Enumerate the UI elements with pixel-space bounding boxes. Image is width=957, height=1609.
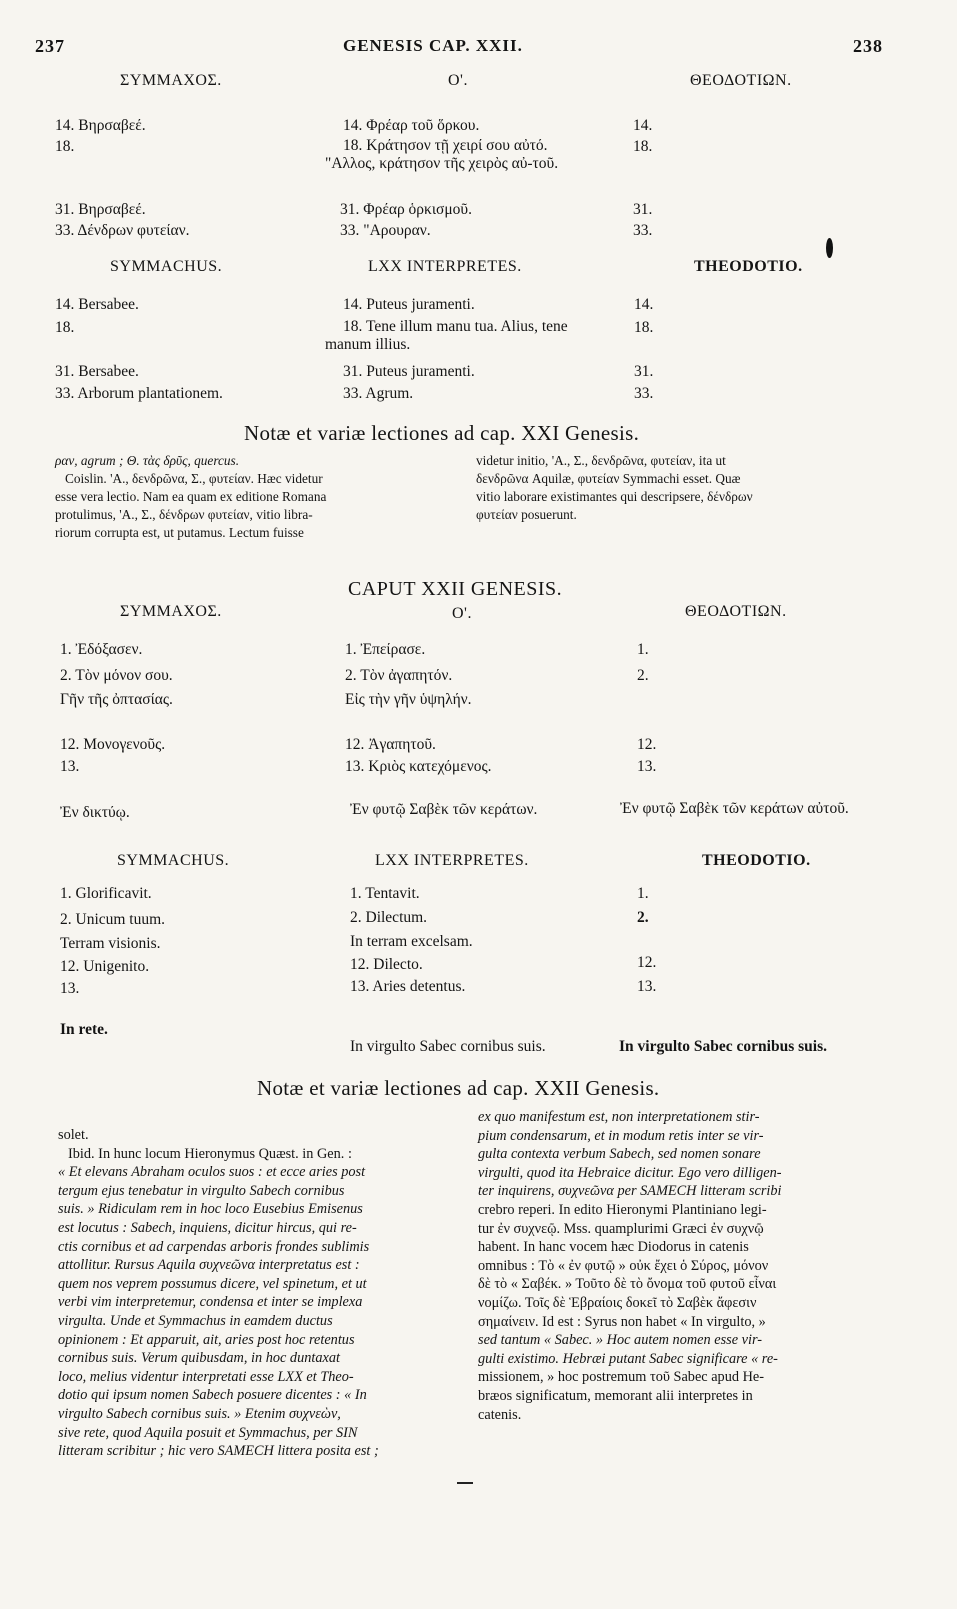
text-line: litteram scribitur ; hic vero SAMECH littera posita est ; — [58, 1443, 379, 1460]
page-number-left: 237 — [35, 36, 65, 56]
text-line: catenis. — [478, 1406, 522, 1423]
text-line: sed tantum « Sabec. » Hoc autem nomen esse vir- — [478, 1332, 762, 1349]
text-line: Ibid. In hunc locum Hieronymus Quæst. in Gen. : — [68, 1145, 352, 1162]
table-cell: 31. — [633, 201, 653, 218]
table-cell: 13. — [637, 978, 657, 995]
table-cell: 14. — [633, 117, 653, 134]
text-line: pium condensarum, et in modum retis inter se vir- — [478, 1127, 764, 1144]
table-cell: 12. Ἀγαπητοῦ. — [345, 736, 436, 753]
table-cell: 18. — [55, 319, 75, 336]
text-line: attollitur. Rursus Aquila συχνεῶνα interpretatus est : — [58, 1257, 360, 1274]
column-header-lxx-greek: Ο'. — [448, 72, 468, 89]
column-header-lxx-latin: LXX INTERPRETES. — [368, 258, 522, 275]
table-cell: 12. Μονογενοῦς. — [60, 736, 166, 753]
table-cell: 12. — [637, 736, 657, 753]
text-line: loco, melius videntur interpretati esse LXX et Theo- — [58, 1368, 354, 1385]
text-line: gulti existimo. Hebræi putant Sabec significare « re- — [478, 1350, 778, 1367]
table-cell: 13. Κριὸς κατεχόμενος. — [345, 758, 492, 775]
table-cell: Ἐν φυτῷ Σαβὲκ τῶν κεράτων αὐτοῦ. — [620, 800, 849, 817]
table-cell: 18. — [634, 319, 654, 336]
column-header-symmachus-latin: SYMMACHUS. — [117, 852, 230, 869]
text-line: δὲ τὸ « Σαβέκ. » Τοῦτο δὲ τὸ ὄνομα τοῦ φυτοῦ εἶναι — [478, 1276, 777, 1293]
table-cell: 12. — [637, 954, 657, 971]
text-line: virgulto Sabech cornibus suis. » Etenim συχνεὼν, — [58, 1405, 341, 1422]
text-line: virgulti, quod ita Hebraice dicitur. Ego vero dilligen- — [478, 1164, 782, 1181]
table-cell: In virgulto Sabec cornibus suis. — [619, 1038, 828, 1055]
table-cell: In virgulto Sabec cornibus suis. — [350, 1038, 546, 1055]
text-line: bræos significatum, memorant alii interpretes in — [478, 1387, 753, 1404]
table-cell: 33. "Αρουραν. — [340, 222, 431, 239]
text-line: quem nos veprem possumus dicere, vel spinetum, et ut — [58, 1275, 367, 1292]
text-line: opinionem : Et apparuit, ait, aries post hoc retentus — [58, 1331, 355, 1348]
table-cell: 2. Unicum tuum. — [60, 911, 166, 928]
text-line: Coislin. 'Α., δενδρῶνα, Σ., φυτείαν. Hæc videtur — [65, 471, 323, 486]
table-cell: 31. — [634, 363, 654, 380]
table-cell: 33. Δένδρων φυτείαν. — [55, 222, 190, 239]
text-line: « Et elevans Abraham oculos suos : et ecce aries post — [58, 1164, 366, 1181]
text-line: tur ἐν συχνεῷ. Mss. quamplurimi Græci ἐν συχνῷ — [478, 1220, 764, 1237]
text-line: esse vera lectio. Nam ea quam ex editione Romana — [55, 489, 327, 504]
text-line: gulta contexta verbum Sabech, sed nomen sonare — [478, 1146, 761, 1163]
column-header-theodotion-greek: ΘΕΟΔΟΤΙΩΝ. — [685, 603, 787, 620]
text-line: sive rete, quod Aquila posuit et Symmachus, per SIN — [58, 1424, 358, 1441]
text-line: ραν, agrum ; Θ. τὰς δρῦς, quercus. — [55, 453, 240, 468]
text-line: crebro reperi. In edito Hieronymi Plantiniano legi- — [478, 1201, 767, 1218]
table-cell: 1. — [637, 641, 649, 658]
table-cell: 33. — [633, 222, 653, 239]
text-line: dotio qui ipsum nomen Sabech posuere dicentes : « In — [58, 1387, 367, 1404]
notes-xxii-left-column — [58, 1126, 458, 1461]
text-line: suis. » Ridiculam rem in hoc loco Eusebius Emisenus — [58, 1201, 363, 1218]
table-cell: Εἰς τὴν γῆν ὑψηλήν. — [345, 691, 472, 708]
table-cell: 1. Tentavit. — [350, 885, 420, 902]
column-header-symmachus-latin: SYMMACHUS. — [110, 258, 223, 275]
text-line: νομίζω. Τοῖς δὲ Ἑβραίοις δοκεῖ τὸ Σαβὲκ ἄφεσιν — [478, 1294, 757, 1311]
table-cell: 14. Bersabee. — [55, 296, 139, 313]
text-line: σημαίνειν. Id est : Syrus non habet « In virgulto, » — [478, 1313, 766, 1330]
table-cell: Ἐν δικτύῳ. — [60, 804, 130, 821]
table-cell: Γῆν τῆς ὀπτασίας. — [60, 691, 173, 708]
table-cell: 2. Dilectum. — [350, 909, 428, 926]
table-cell: 2. — [637, 667, 649, 684]
notes-xxii-right-column — [478, 1108, 892, 1424]
table-cell: 12. Dilecto. — [350, 956, 423, 973]
table-cell: In rete. — [60, 1021, 108, 1038]
table-cell: Ἐν φυτῷ Σαβὲκ τῶν κεράτων. — [350, 801, 538, 818]
page-end-rule — [457, 1482, 473, 1484]
text-line: φυτείαν posuerunt. — [476, 507, 577, 522]
table-cell: 2. Τὸν ἀγαπητόν. — [345, 667, 453, 684]
table-cell: 18. Κράτησον τῇ χειρί σου αὐτό. "Αλλος, κράτησον τῆς χειρὸς αὐ-τοῦ. — [325, 137, 559, 172]
table-cell: 14. — [634, 296, 654, 313]
table-cell: 1. — [637, 885, 649, 902]
notes-xxi-left-column — [55, 452, 447, 542]
text-line: verbi vim interpretemur, condensa et inter se implexa — [58, 1294, 363, 1311]
table-cell: 31. Bersabee. — [55, 363, 139, 380]
text-line: omnibus : Τὸ « ἐν φυτῷ » οὐκ ἔχει ὁ Σύρος, μόνον — [478, 1257, 769, 1274]
column-header-theodotion-greek: ΘΕΟΔΟΤΙΩΝ. — [690, 72, 792, 89]
text-line: virgulta. Unde et Symmachus in eamdem ductus — [58, 1312, 333, 1329]
column-header-theodotio-latin: THEODOTIO. — [694, 258, 803, 275]
column-header-lxx-greek: Ο'. — [452, 605, 472, 622]
table-cell: 33. Agrum. — [343, 385, 414, 402]
text-line: δενδρῶνα Aquilæ, φυτείαν Symmachi esset. Quæ — [476, 471, 741, 486]
table-cell: 13. — [60, 980, 80, 997]
column-header-symmachus-greek: ΣΥΜΜΑΧΟΣ. — [120, 72, 222, 89]
column-header-lxx-latin: LXX INTERPRETES. — [375, 852, 529, 869]
running-title: GENESIS CAP. XXII. — [343, 36, 523, 55]
table-cell: 2. — [637, 909, 649, 926]
notes-xxi-right-column — [476, 452, 892, 524]
text-line: missionem, » hoc postremum τοῦ Sabec apud He- — [478, 1369, 765, 1386]
text-line: protulimus, 'Α., Σ., δένδρων φυτείαν, vitio libra- — [55, 507, 313, 522]
table-cell: 14. Puteus juramenti. — [343, 296, 475, 313]
text-line: ex quo manifestum est, non interpretationem stir- — [478, 1109, 760, 1125]
table-cell: 13. Aries detentus. — [350, 978, 466, 995]
table-cell: 33. Arborum plantationem. — [55, 385, 223, 402]
notes-heading-xxi: Notæ et variæ lectiones ad cap. XXI Genesis. — [244, 421, 640, 445]
text-line: est locutus : Sabech, inquiens, dicitur hircus, qui re- — [58, 1219, 357, 1236]
text-line: cornibus suis. Verum quibusdam, in hoc duntaxat — [58, 1350, 340, 1367]
table-cell: Terram visionis. — [60, 935, 161, 952]
table-cell: 1. Ἐπείρασε. — [345, 641, 426, 658]
text-line: solet. — [58, 1127, 89, 1143]
text-line: riorum corrupta est, ut putamus. Lectum fuisse — [55, 525, 304, 540]
column-header-symmachus-greek: ΣΥΜΜΑΧΟΣ. — [120, 603, 222, 620]
table-cell: 18. — [633, 138, 653, 155]
notes-heading-xxii: Notæ et variæ lectiones ad cap. XXII Genesis. — [257, 1076, 660, 1100]
ink-blot — [826, 238, 833, 258]
text-line: tergum ejus tenebatur in virgulto Sabech cornibus — [58, 1182, 345, 1199]
table-cell: 31. Puteus juramenti. — [343, 363, 475, 380]
text-line: ctis cornibus et ad carpendas arboris frondes sublimis — [58, 1238, 370, 1255]
table-cell: 14. Βηρσαβεέ. — [55, 117, 146, 134]
page-number-right: 238 — [853, 36, 883, 56]
text-line: habent. In hanc vocem hæc Diodorus in catenis — [478, 1239, 749, 1256]
table-cell: 12. Unigenito. — [60, 958, 150, 975]
table-cell: 2. Τὸν μόνον σου. — [60, 667, 173, 684]
column-header-theodotio-latin: THEODOTIO. — [702, 852, 811, 869]
table-cell: 33. — [634, 385, 654, 402]
table-cell: 18. Tene illum manu tua. Alius, tene manum illius. — [325, 318, 568, 353]
table-cell: 18. — [55, 138, 75, 155]
text-line: vitio laborare existimantes qui descripsere, δένδρων — [476, 489, 753, 504]
text-line: ter inquirens, συχνεῶνα per SAMECH litteram scribi — [478, 1183, 782, 1200]
table-cell: In terram excelsam. — [350, 933, 473, 950]
table-cell: 13. — [60, 758, 80, 775]
table-cell: 1. Ἐδόξασεν. — [60, 641, 143, 658]
table-cell: 13. — [637, 758, 657, 775]
table-cell: 31. Βηρσαβεέ. — [55, 201, 146, 218]
table-cell: 31. Φρέαρ ὁρκισμοῦ. — [340, 201, 472, 218]
chapter-title: CAPUT XXII GENESIS. — [348, 578, 563, 600]
table-cell: 1. Glorificavit. — [60, 885, 152, 902]
table-cell: 14. Φρέαρ τοῦ ὅρκου. — [343, 117, 480, 134]
text-line: videtur initio, 'Α., Σ., δενδρῶνα, φυτείαν, ita ut — [476, 453, 726, 468]
